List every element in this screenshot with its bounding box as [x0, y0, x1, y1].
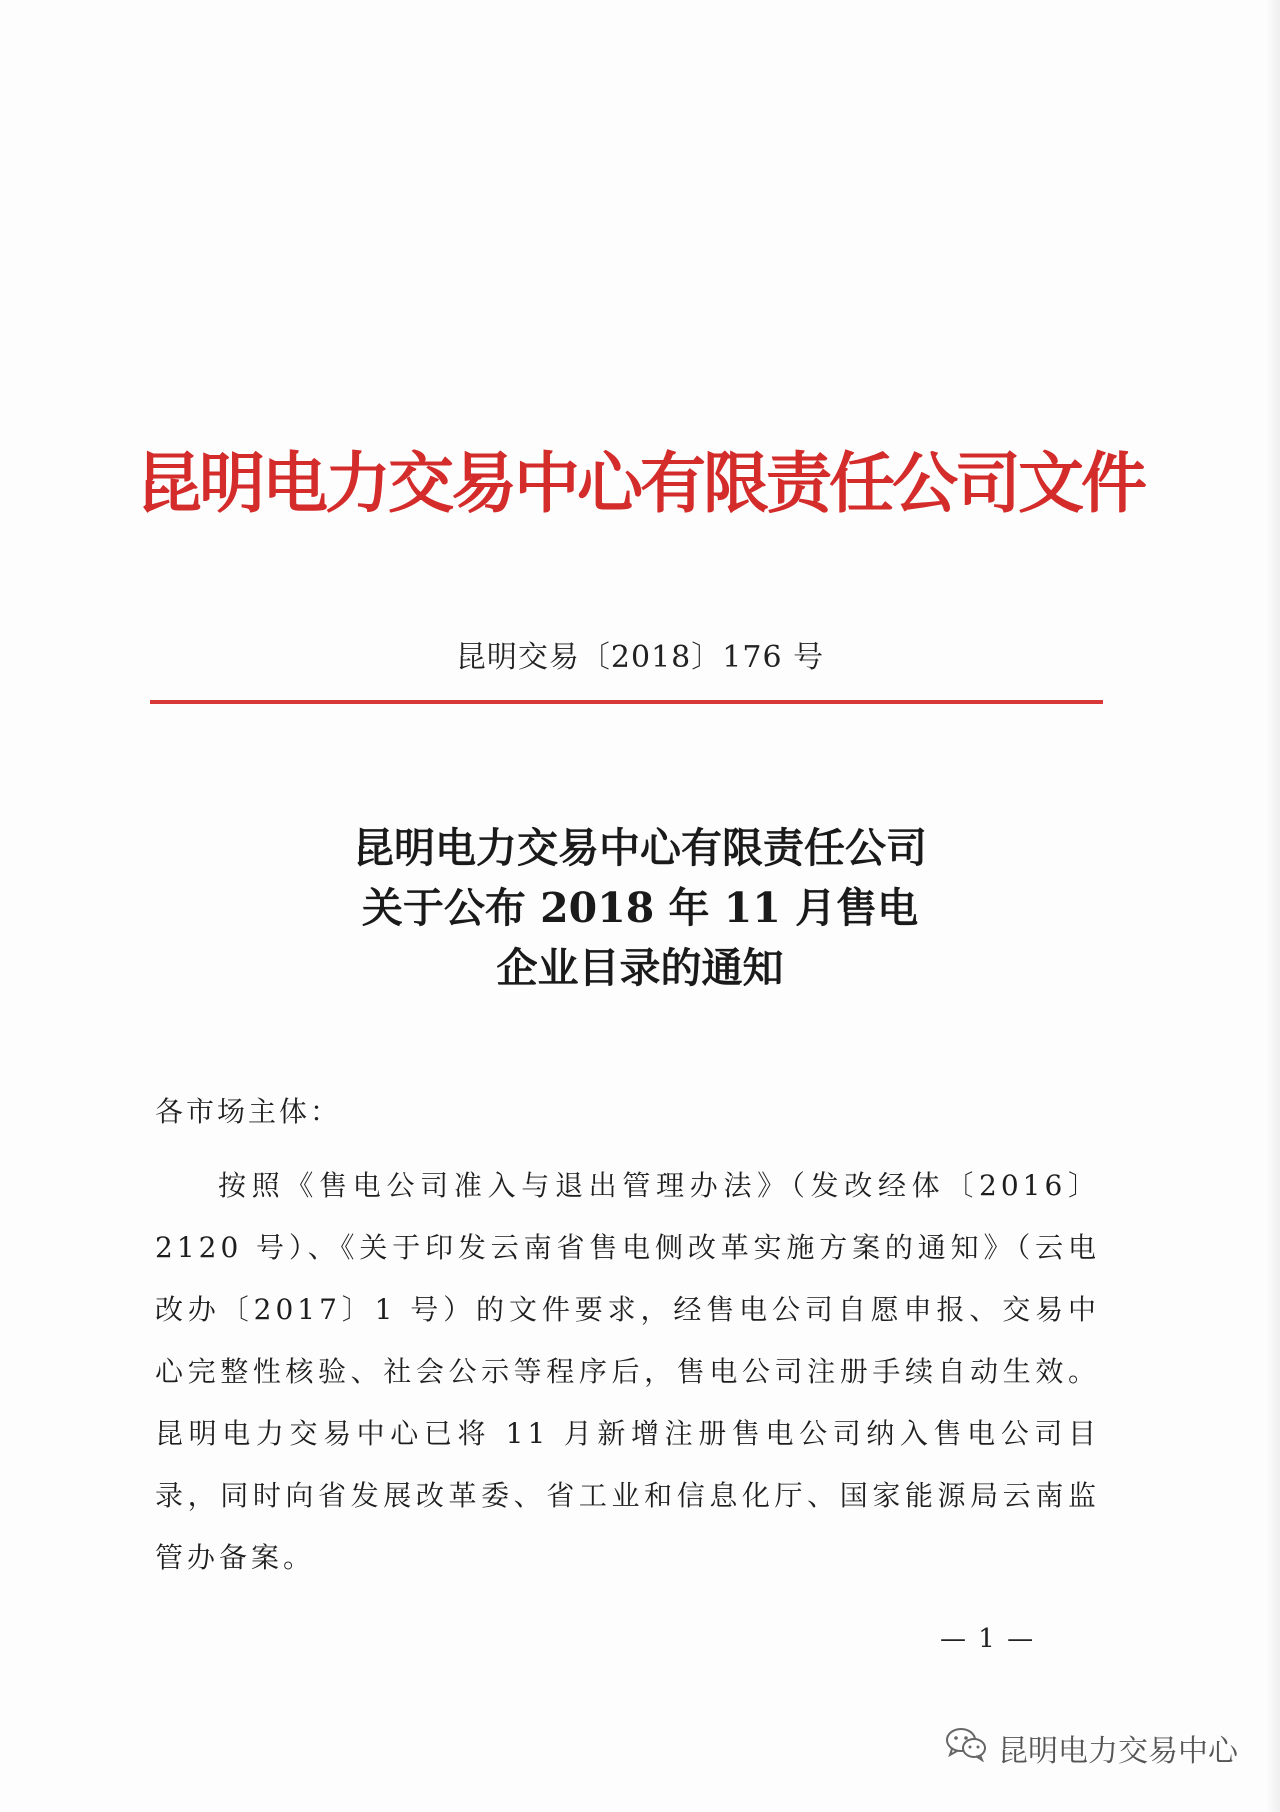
watermark-text: 昆明电力交易中心: [998, 1734, 1238, 1769]
notice-title-line-2: 关于公布 2018 年 11 月售电: [361, 884, 919, 932]
wechat-icon: [944, 1726, 988, 1770]
notice-title-line-3: 企业目录的通知: [496, 944, 784, 992]
page-number: — 1 —: [940, 1624, 1036, 1654]
salutation: 各市场主体：: [155, 1095, 342, 1128]
body-paragraph: 按照《售电公司准入与退出管理办法》（发改经体〔2016〕2120 号）、《关于印发云南省售电侧改革实施方案的通知》（云电改办〔2017〕1 号）的文件要求，经售电公司自愿申报、交易中心完整性核验、社会公示等程序后，售电公司注册手续自动生效。昆明电力交易中心已将 11 月新增注册售电公司纳入售电公司目录，同时向省发展改革委、省工业和信息化厅、国家能源局云南监管办备案。: [155, 1169, 1100, 1574]
wechat-watermark: [944, 1726, 1238, 1770]
red-divider-line: [150, 700, 1103, 704]
notice-title-line-1: 昆明电力交易中心有限责任公司: [353, 824, 927, 872]
document-number: 昆明交易〔2018〕176 号: [455, 640, 825, 675]
masthead-title: 昆明电力交易中心有限责任公司文件: [136, 444, 1144, 522]
notice-title: [0, 818, 1280, 998]
